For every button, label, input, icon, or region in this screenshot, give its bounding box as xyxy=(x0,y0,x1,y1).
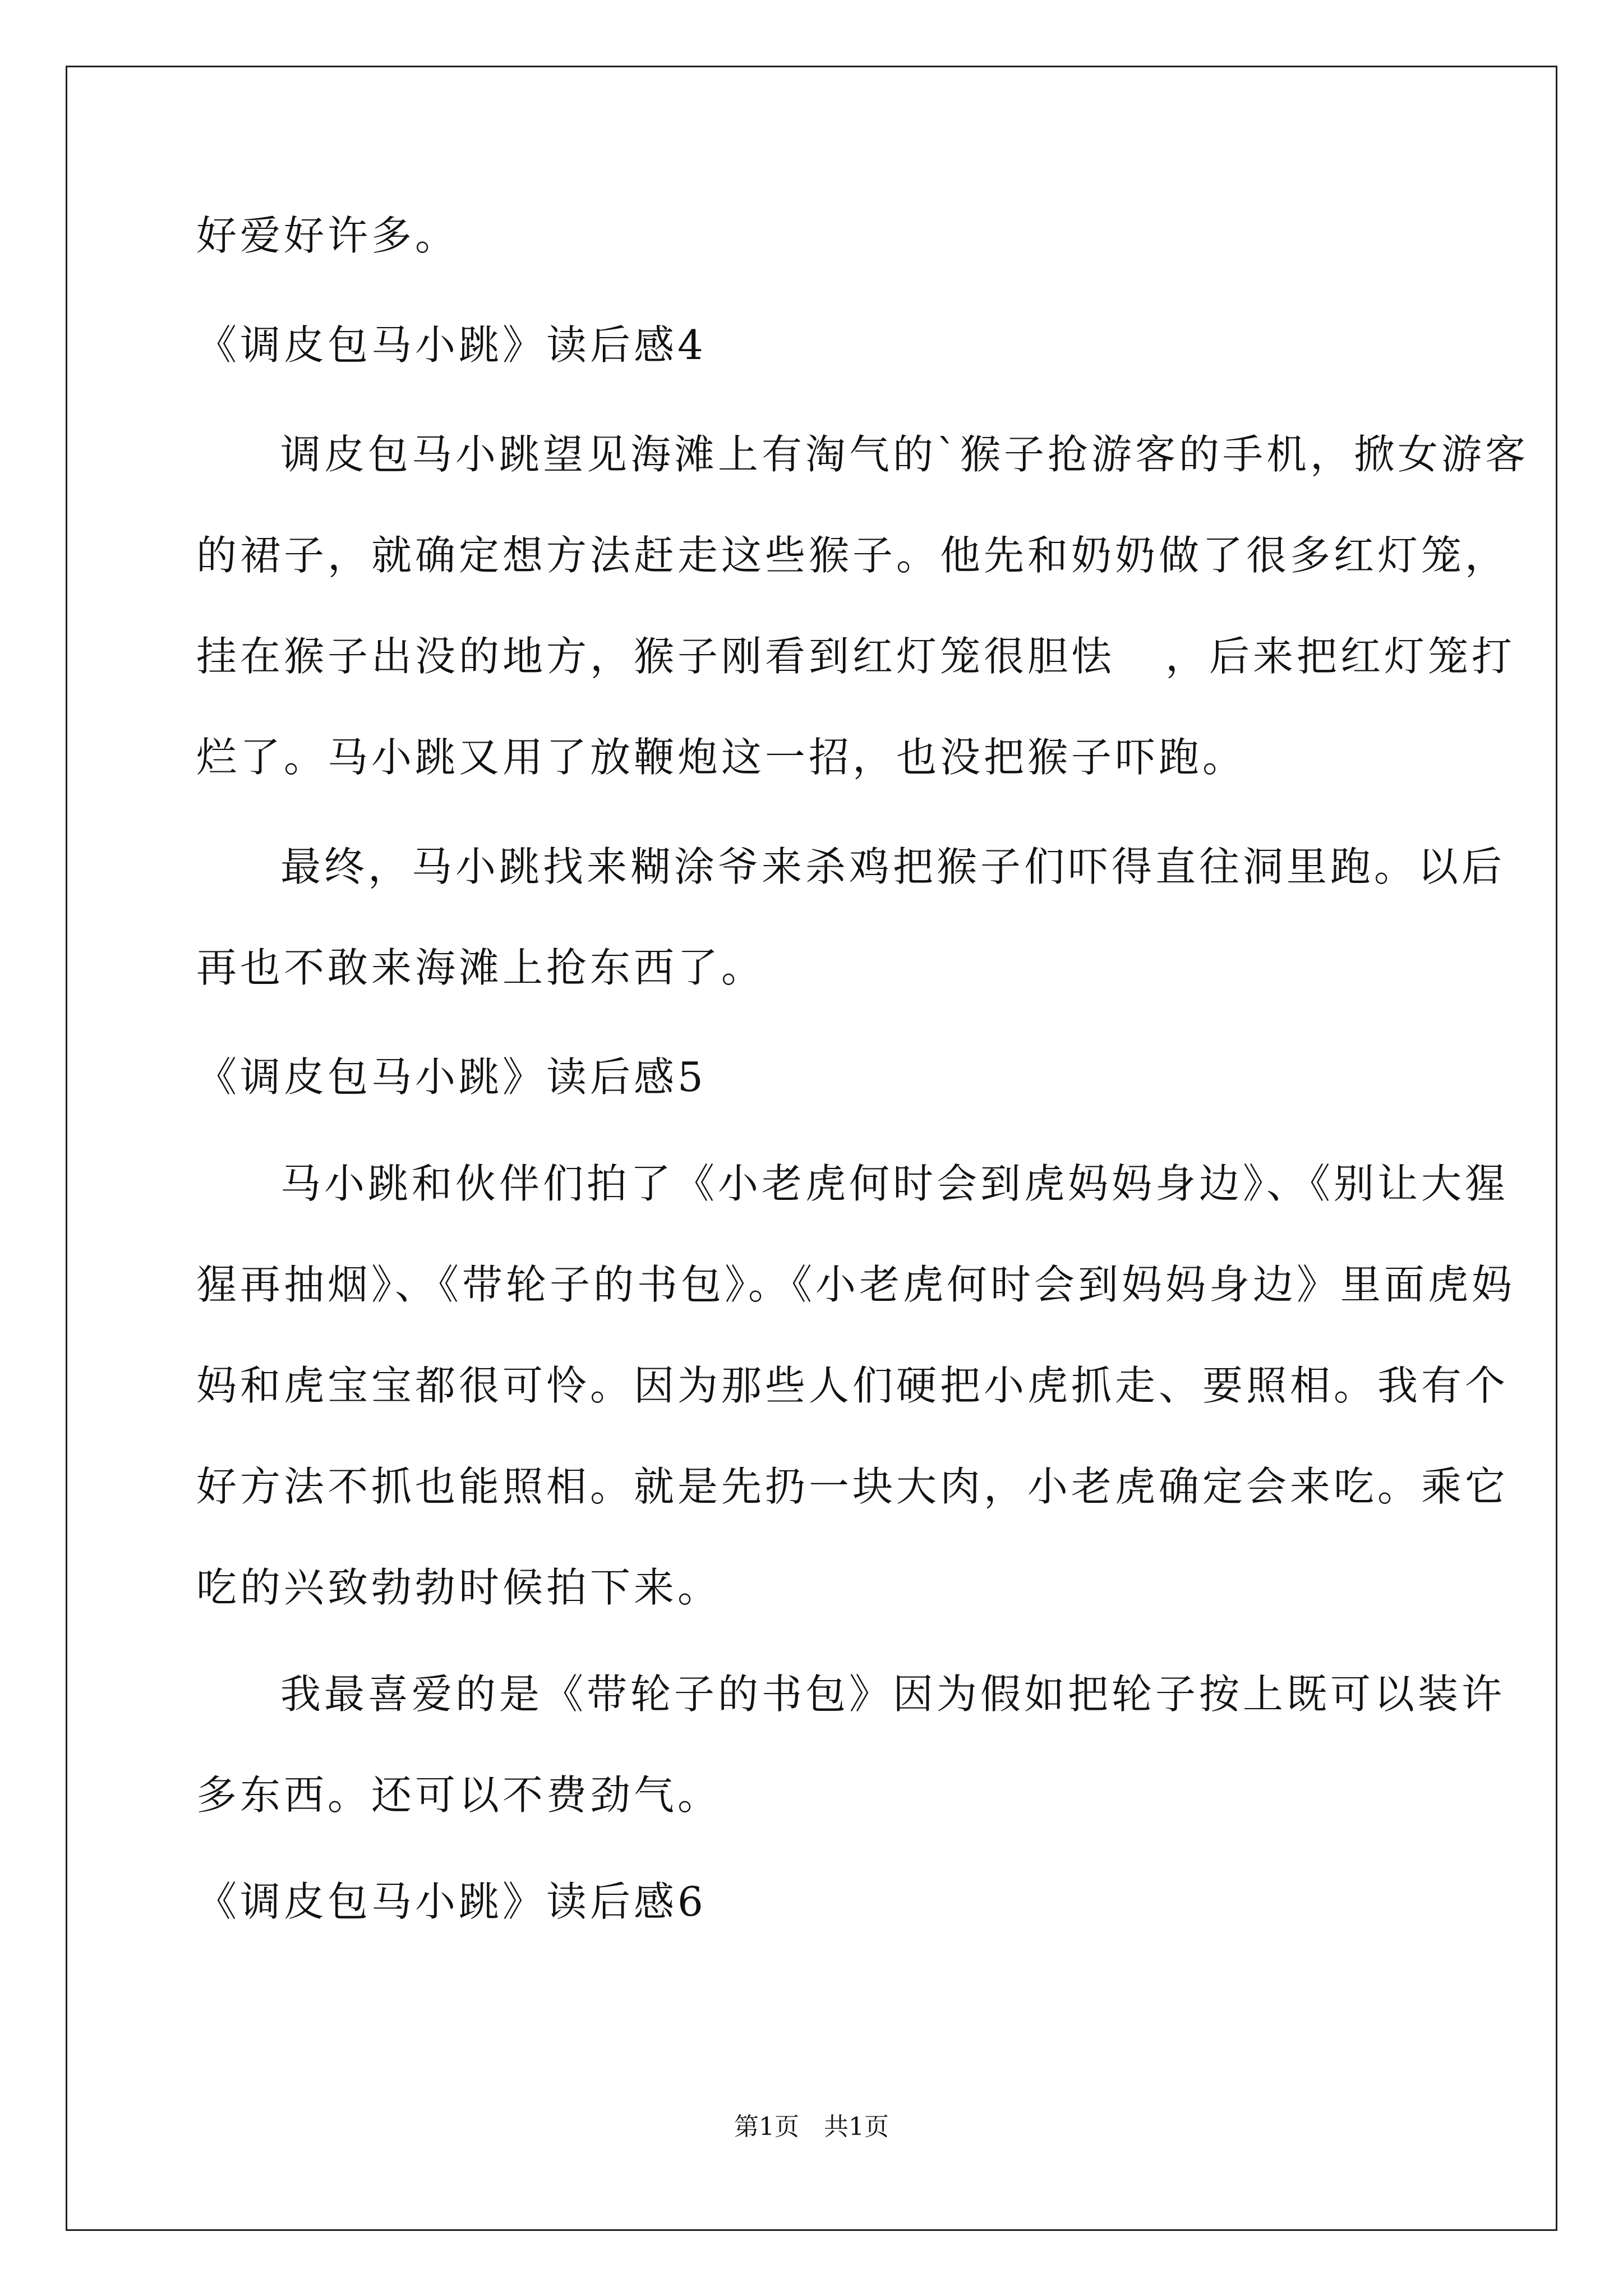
page-number: 第1页 共1页 xyxy=(734,2113,889,2141)
paragraph-line: 妈和虎宝宝都很可怜。因为那些人们硬把小虎抓走、要照相。我有个 xyxy=(196,1362,1509,1409)
paragraph-line: 调皮包马小跳望见海滩上有淘气的`猴子抢游客的手机，掀女游客 xyxy=(280,431,1529,478)
paragraph-line: 的裙子，就确定想方法赶走这些猴子。他先和奶奶做了很多红灯笼， xyxy=(196,532,1509,579)
paragraph-line: 烂了。马小跳又用了放鞭炮这一招，也没把猴子吓跑。 xyxy=(196,734,1247,781)
paragraph-line: 再也不敢来海滩上抢东西了。 xyxy=(196,944,766,991)
paragraph-line: 猩再抽烟》、《带轮子的书包》。《小老虎何时会到妈妈身边》里面虎妈 xyxy=(196,1261,1516,1308)
paragraph-line: 吃的兴致勃勃时候拍下来。 xyxy=(196,1564,722,1611)
paragraph-line: 马小跳和伙伴们拍了《小老虎何时会到虎妈妈身边》、《别让大猩 xyxy=(280,1160,1509,1207)
section-heading: 《调皮包马小跳》读后感6 xyxy=(196,1878,707,1925)
paragraph-line: 我最喜爱的是《带轮子的书包》因为假如把轮子按上既可以装许 xyxy=(280,1671,1506,1718)
section-heading: 《调皮包马小跳》读后感4 xyxy=(196,321,707,369)
paragraph-line-part: 挂在猴子出没的地方，猴子刚看到红灯笼很胆怯 xyxy=(196,633,1115,680)
paragraph-line-part: ，后来把红灯笼打 xyxy=(1165,633,1516,680)
paragraph-line: 好方法不抓也能照相。就是先扔一块大肉，小老虎确定会来吃。乘它 xyxy=(196,1463,1509,1510)
paragraph-line: 最终，马小跳找来糊涂爷来杀鸡把猴子们吓得直往洞里跑。以后 xyxy=(280,843,1506,890)
paragraph-line: 好爱好许多。 xyxy=(196,212,459,259)
paragraph-line: 多东西。还可以不费劲气。 xyxy=(196,1772,722,1819)
section-heading: 《调皮包马小跳》读后感5 xyxy=(196,1053,707,1101)
paragraph-line xyxy=(196,628,1516,684)
